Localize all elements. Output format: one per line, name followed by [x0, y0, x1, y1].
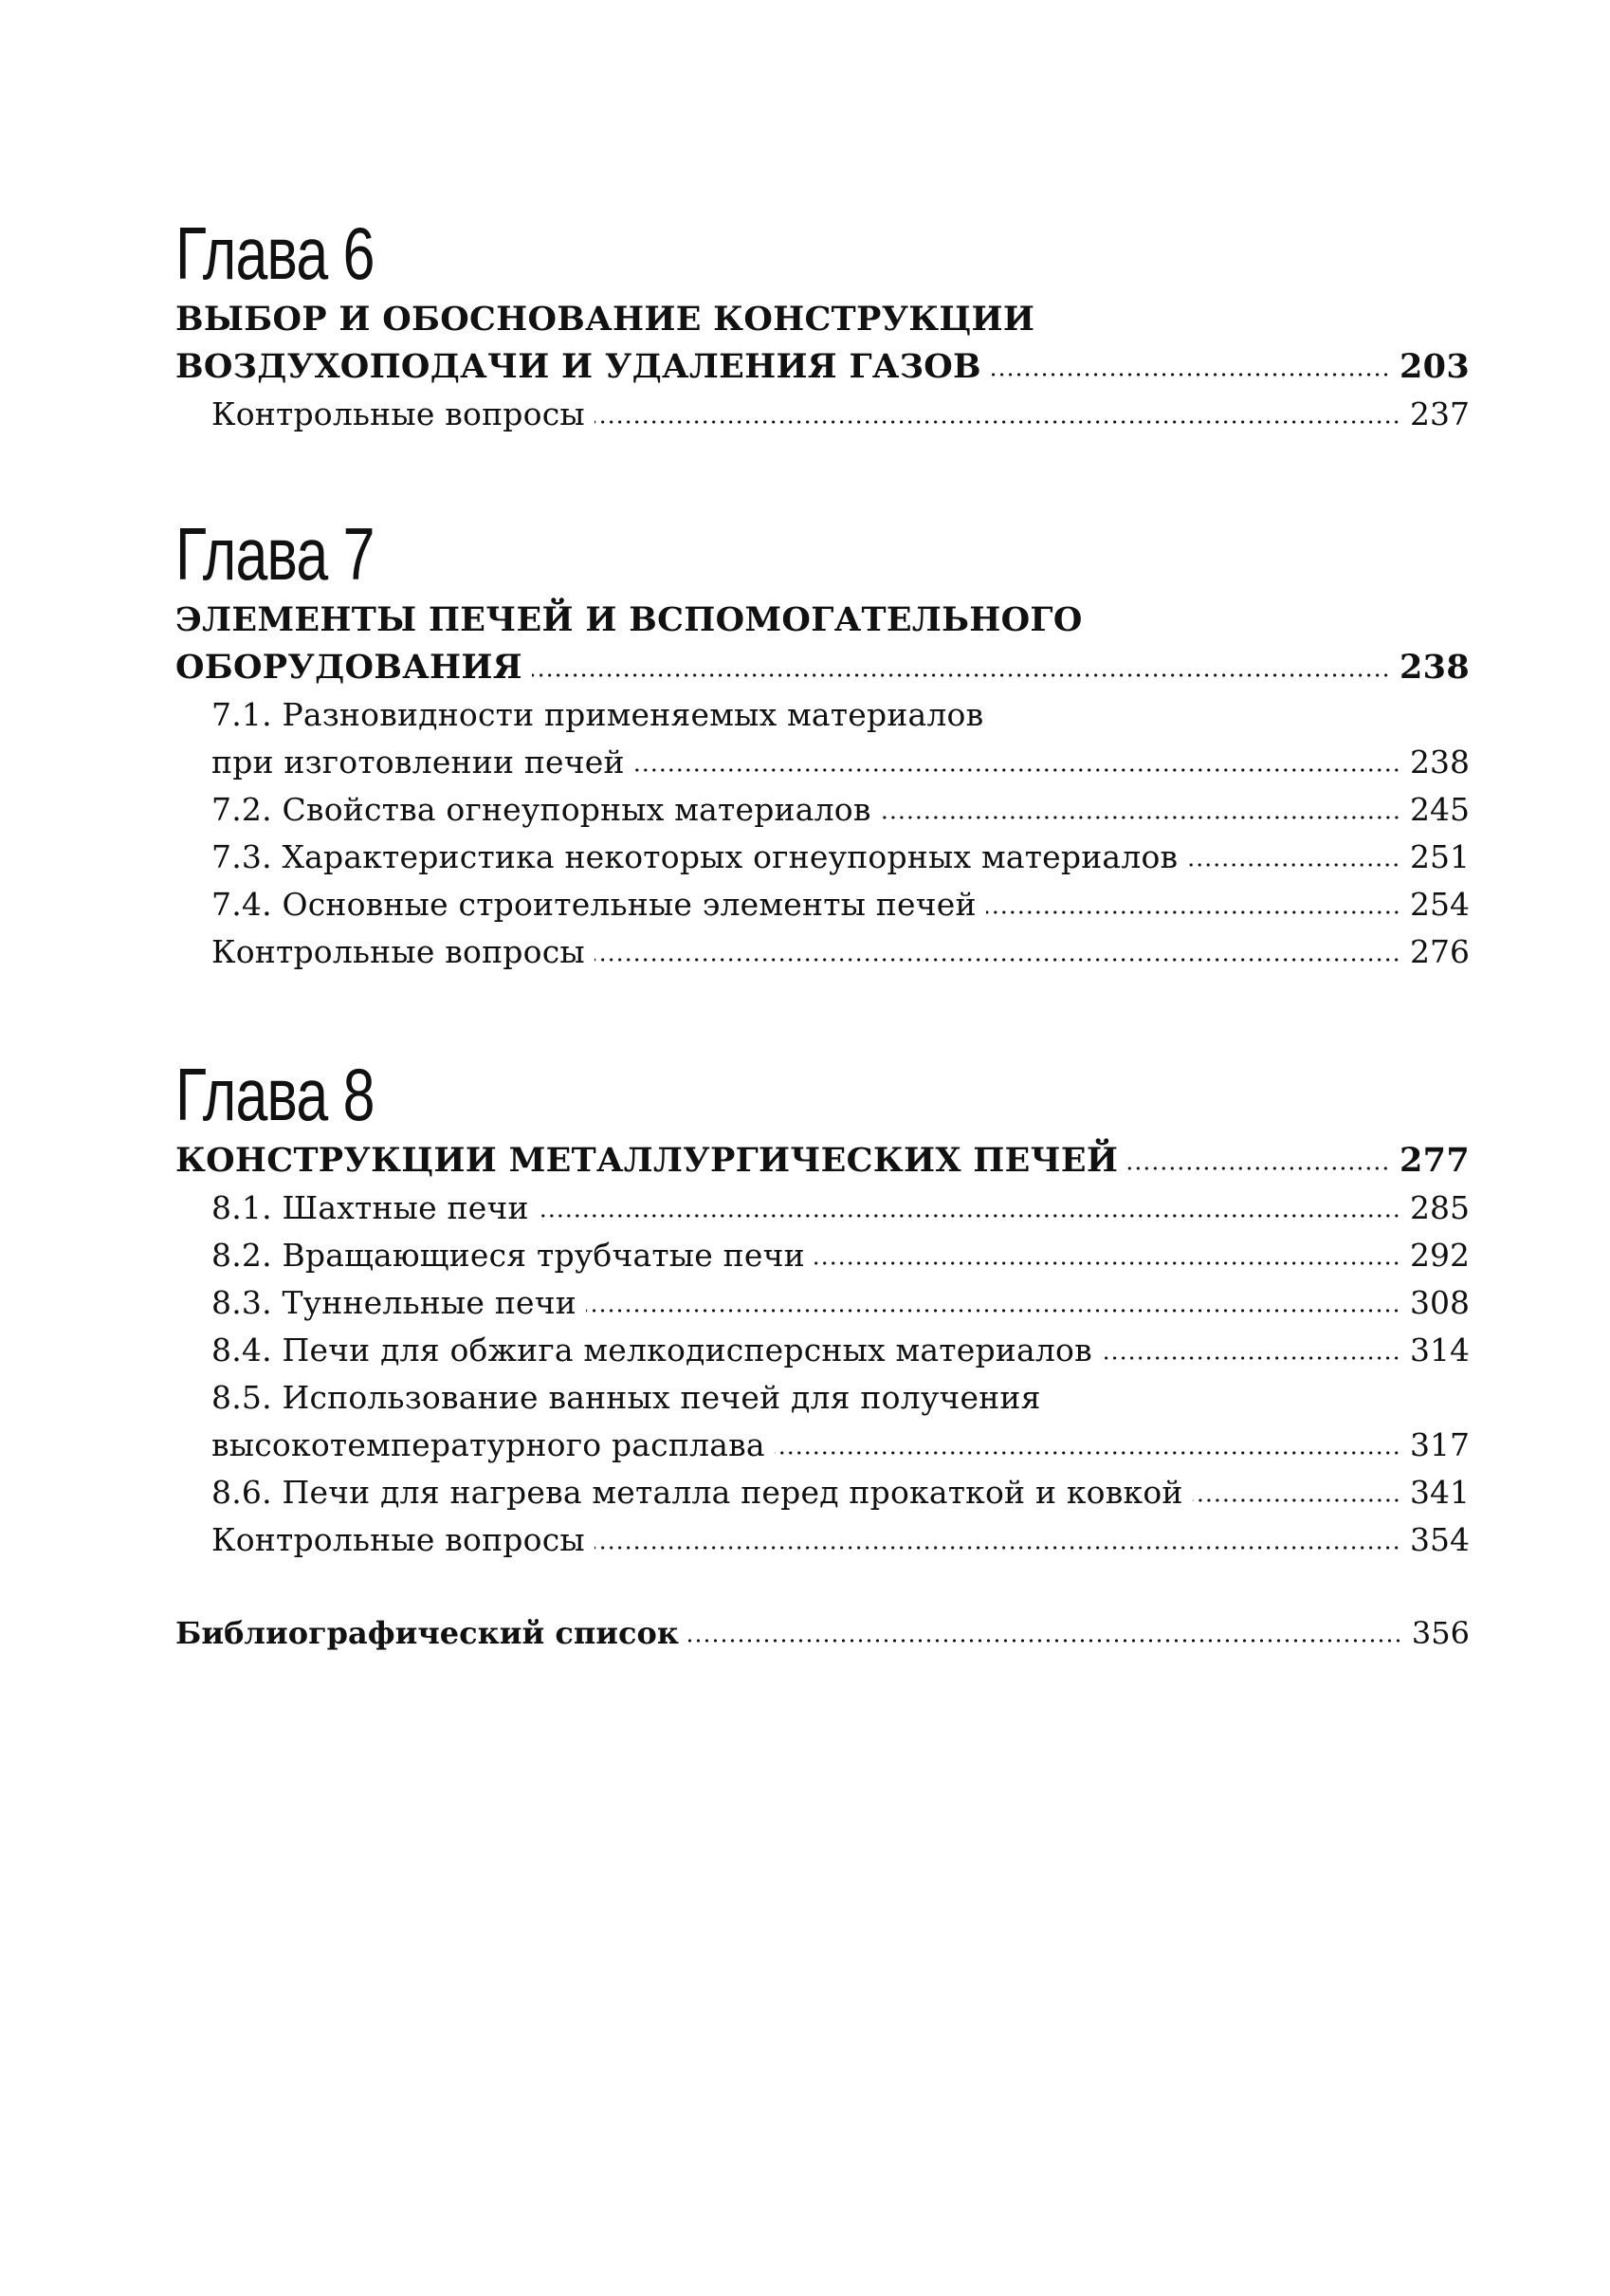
page-number: 356: [1411, 1615, 1470, 1651]
dot-leader: [634, 767, 1400, 773]
page-number: 276: [1410, 933, 1470, 970]
dot-leader: [991, 372, 1390, 377]
toc-entry-line[interactable]: [175, 1374, 1470, 1422]
entry-text: Контрольные вопросы: [211, 1521, 585, 1558]
chapter-6: [175, 211, 1470, 438]
entry-text: высокотемпературного расплава: [211, 1426, 765, 1463]
chapter-title-text: КОНСТРУКЦИИ МЕТАЛЛУРГИЧЕСКИХ ПЕЧЕЙ: [175, 1141, 1119, 1180]
dot-leader: [1127, 1166, 1390, 1171]
dot-leader: [986, 909, 1400, 915]
page-number: 341: [1410, 1474, 1470, 1511]
dot-leader: [539, 1213, 1400, 1219]
entry-text: 7.1. Разновидности применяемых материалов: [211, 696, 984, 733]
page-number: 354: [1410, 1521, 1470, 1558]
entry-text: 8.3. Туннельные печи: [211, 1284, 576, 1321]
toc-entry[interactable]: [175, 1185, 1470, 1232]
page-number: 317: [1410, 1426, 1470, 1463]
page-number: 254: [1410, 886, 1470, 923]
page-number: 292: [1410, 1237, 1470, 1274]
toc-entry[interactable]: [175, 786, 1470, 834]
entry-text: 7.3. Характеристика некоторых огнеупорных материалов: [211, 838, 1179, 875]
chapter-title-text: ОБОРУДОВАНИЯ: [175, 648, 522, 687]
chapter-title-text: ЭЛЕМЕНТЫ ПЕЧЕЙ И ВСПОМОГАТЕЛЬНОГО: [175, 600, 1083, 639]
page-number: 238: [1400, 648, 1470, 687]
page-number: 251: [1410, 838, 1470, 875]
chapter-title-text: ВЫБОР И ОБОСНОВАНИЕ КОНСТРУКЦИИ: [175, 300, 1035, 339]
dot-leader: [1193, 1497, 1400, 1503]
chapter-label: Глава 7: [175, 512, 375, 596]
page-number: 285: [1410, 1189, 1470, 1226]
dot-leader: [532, 672, 1390, 678]
page-number: 238: [1410, 744, 1470, 781]
page-number: 203: [1400, 347, 1470, 386]
dot-leader: [881, 815, 1400, 820]
toc-entry[interactable]: [175, 1516, 1470, 1564]
entry-text: 7.2. Свойства огнеупорных материалов: [211, 791, 871, 828]
toc-entry[interactable]: [175, 739, 1470, 786]
page-number: 308: [1410, 1284, 1470, 1321]
entry-text: Библиографический список: [175, 1615, 679, 1651]
dot-leader: [1187, 862, 1400, 868]
chapter-title-line: [175, 597, 1470, 644]
toc-entry[interactable]: [175, 1327, 1470, 1374]
entry-text: 8.5. Использование ванных печей для получения: [211, 1379, 1041, 1416]
toc-entry[interactable]: [175, 343, 1470, 391]
toc-entry-line[interactable]: [175, 691, 1470, 739]
entry-text: Контрольные вопросы: [211, 395, 585, 432]
page-number: 237: [1410, 395, 1470, 432]
toc-entry[interactable]: [175, 1137, 1470, 1185]
entry-text: 8.2. Вращающиеся трубчатые печи: [211, 1237, 805, 1274]
chapter-title-line: [175, 296, 1470, 343]
chapter-label: Глава 8: [175, 1053, 375, 1136]
entry-text: 8.6. Печи для нагрева металла перед прокаткой и ковкой: [211, 1474, 1183, 1511]
entry-text: при изготовлении печей: [211, 744, 625, 781]
dot-leader: [688, 1638, 1402, 1644]
toc-entry[interactable]: [175, 1279, 1470, 1327]
toc-entry[interactable]: [175, 928, 1470, 976]
toc-entry[interactable]: [175, 1232, 1470, 1279]
toc-entry[interactable]: [175, 1469, 1470, 1516]
toc-entry[interactable]: [175, 834, 1470, 881]
entry-text: Контрольные вопросы: [211, 933, 585, 970]
dot-leader: [775, 1450, 1400, 1456]
chapter-8: [175, 1053, 1470, 1564]
entry-text: 8.4. Печи для обжига мелкодисперсных материалов: [211, 1332, 1092, 1368]
toc-entry[interactable]: [175, 1422, 1470, 1469]
page-number: 245: [1410, 791, 1470, 828]
dot-leader: [586, 1308, 1400, 1313]
toc-entry[interactable]: [175, 881, 1470, 928]
toc-entry[interactable]: [175, 644, 1470, 691]
dot-leader: [1102, 1355, 1400, 1361]
chapter-title-text: ВОЗДУХОПОДАЧИ И УДАЛЕНИЯ ГАЗОВ: [175, 347, 981, 386]
toc-entry[interactable]: [175, 391, 1470, 438]
entry-text: 7.4. Основные строительные элементы печей: [211, 886, 977, 923]
dot-leader: [595, 1545, 1400, 1551]
dot-leader: [595, 957, 1400, 963]
entry-text: 8.1. Шахтные печи: [211, 1189, 529, 1226]
page-number: 277: [1400, 1141, 1470, 1180]
chapter-7: [175, 512, 1470, 976]
dot-leader: [595, 419, 1400, 425]
toc-entry-bibliography[interactable]: [175, 1609, 1470, 1657]
chapter-label: Глава 6: [175, 211, 375, 295]
page-number: 314: [1410, 1332, 1470, 1368]
dot-leader: [814, 1260, 1400, 1266]
